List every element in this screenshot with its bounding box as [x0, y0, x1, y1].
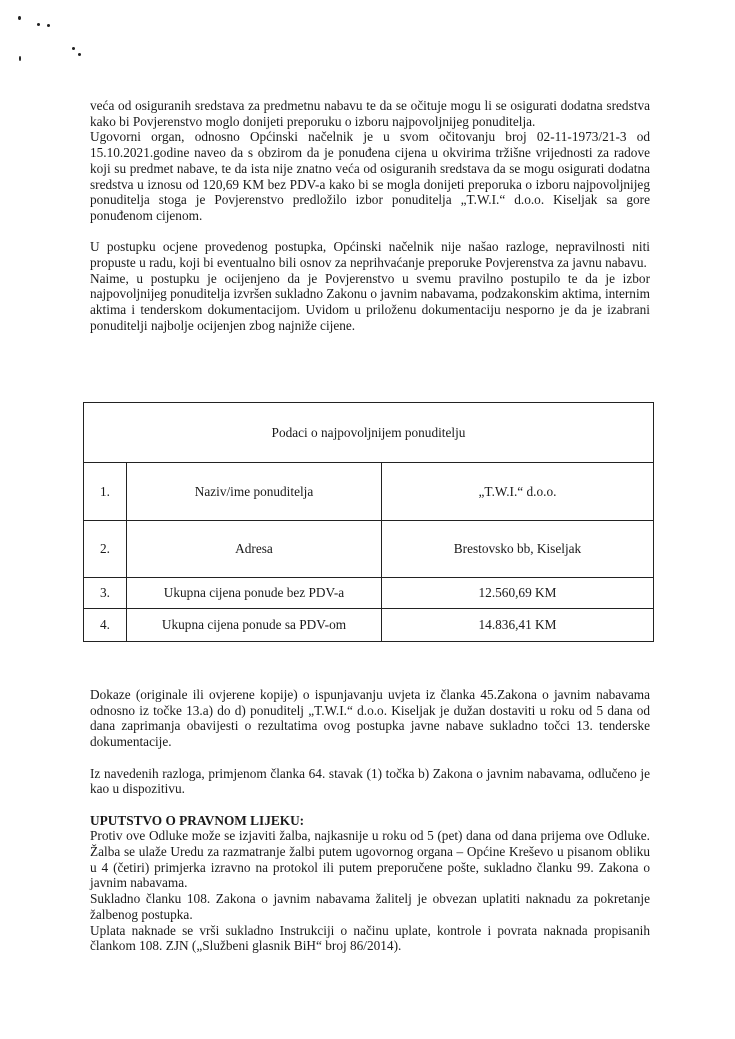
table-row: [84, 463, 654, 521]
row-value: Brestovsko bb, Kiseljak: [382, 521, 654, 578]
paragraph: Naime, u postupku je ocijenjeno da je Povjerenstvo u svemu pravilno postupilo te da je izbor najpovoljnijeg ponuditelja izvršen sukladno Zakonu o javnim nabavama, podzakonskim aktima, internim aktima i tenderskom dokumentacijom. Uvidom u priloženu dokumentaciju nesporno je da je izabrani ponuditelji najbolje ocijenjen zbog najniže cijene.: [90, 270, 650, 333]
row-number: 3.: [84, 578, 127, 609]
table-row: [84, 609, 654, 642]
offer-table: [83, 402, 654, 642]
table-header: Podaci o najpovoljnijem ponuditelju: [84, 403, 654, 463]
table-row: [84, 521, 654, 578]
document-page: [90, 98, 650, 334]
paragraph: Dokaze (originale ili ovjerene kopije) o ispunjavanju uvjeta iz članka 45.Zakona o javnim nabavama odnosno iz točke 13.a) do d) ponuditelj „T.W.I.“ d.o.o. Kiseljak je dužan dostaviti u roku od 5 dana od dana zaprimanja obavijesti o rezultatima ovog postupka javne nabave sukladno točci 13. tenderske dokumentacije.: [90, 687, 650, 750]
paragraph: Ugovorni organ, odnosno Općinski načelnik je u svom očitovanju broj 02-11-1973/21-3 od 15.10.2021.godine naveo da s obzirom da je ponuđena cijena u okvirima tržišne vrijednosti za radove koji su predmet nabave, te da ista nije znatno veća od osiguranih sredstava da se mogu osigurati dodatna sredstva u iznosu od 120,69 KM bez PDV-a kako bi se mogla donijeti preporuka o izboru najpovoljnijeg ponuditelja stoga je Povjerenstvo predložilo izbor ponuditelja „T.W.I.“ d.o.o. Kiseljak sa gore ponuđenom cijenom.: [90, 129, 650, 223]
scan-speck: [19, 56, 21, 61]
paragraph: Iz navedenih razloga, primjenom članka 64. stavak (1) točka b) Zakona o javnim nabavama, odlučeno je kao u dispozitivu.: [90, 765, 650, 797]
row-label: Ukupna cijena ponude sa PDV-om: [127, 609, 382, 642]
row-number: 2.: [84, 521, 127, 578]
paragraph: U postupku ocjene provedenog postupka, Općinski načelnik nije našao razloge, nepravilnosti niti propuste u radu, koji bi eventualno bili osnov za neprihvaćanje preporuke Povjerenstva za javnu nabavu.: [90, 239, 650, 271]
row-number: 4.: [84, 609, 127, 642]
scan-speck: [72, 47, 75, 50]
paragraph: veća od osiguranih sredstava za predmetnu nabavu te da se očituje mogu li se osigurati dodatna sredstva kako bi Povjerenstvo moglo donijeti preporuku o izboru najpovoljnijeg ponuditelja.: [90, 98, 650, 129]
table-row: [84, 578, 654, 609]
scan-speck: [78, 53, 81, 56]
scan-speck: [18, 16, 21, 20]
row-label: Naziv/ime ponuditelja: [127, 463, 382, 521]
paragraph: Uplata naknade se vrši sukladno Instrukciji o načinu uplate, kontrole i povrata naknada propisanih člankom 108. ZJN („Službeni glasnik BiH“ broj 86/2014).: [90, 922, 650, 954]
scan-speck: [37, 23, 40, 26]
row-value: „T.W.I.“ d.o.o.: [382, 463, 654, 521]
row-label: Ukupna cijena ponude bez PDV-a: [127, 578, 382, 609]
document-page-lower: [90, 687, 650, 954]
row-label: Adresa: [127, 521, 382, 578]
paragraph: Sukladno članku 108. Zakona o javnim nabavama žalitelj je obvezan uplatiti naknadu za pokretanje žalbenog postupka.: [90, 891, 650, 922]
paragraph: Protiv ove Odluke može se izjaviti žalba, najkasnije u roku od 5 (pet) dana od dana prijema ove Odluke. Žalba se ulaže Uredu za razmatranje žalbi putem ugovornog organa – Općine Kreševo u pisanom obliku u 4 (četiri) primjerka izravno na protokol ili putem preporučene pošte, sukladno članku 99. Zakona o javnim nabavama.: [90, 828, 650, 891]
row-number: 1.: [84, 463, 127, 521]
section-title: UPUTSTVO O PRAVNOM LIJEKU:: [90, 812, 305, 828]
row-value: 14.836,41 KM: [382, 609, 654, 642]
row-value: 12.560,69 KM: [382, 578, 654, 609]
scan-speck: [47, 24, 50, 27]
